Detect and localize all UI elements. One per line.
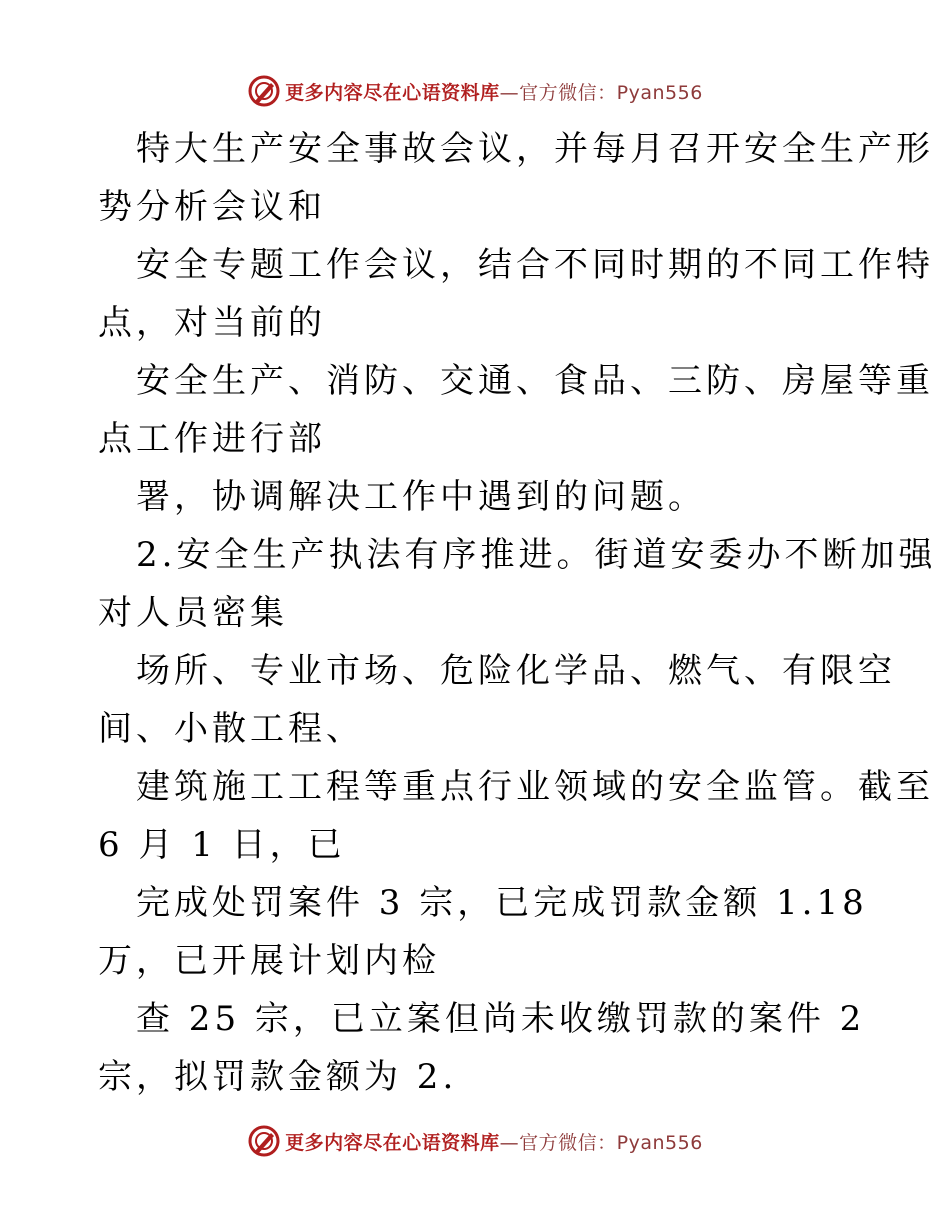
text-line: 宗，拟罚款金额为 2. <box>98 1057 458 1097</box>
text-line: 查 25 宗，已立案但尚未收缴罚款的案件 2 <box>136 999 866 1039</box>
text-line: 2.安全生产执法有序推进。街道安委办不断加强 <box>136 535 937 575</box>
document-body <box>98 120 937 1106</box>
text-line: 特大生产安全事故会议，并每月召开安全生产形 <box>136 129 934 169</box>
watermark-wechat: 官方微信：Pyan556 <box>519 1131 703 1154</box>
text-line: 安全生产、消防、交通、食品、三防、房屋等重 <box>136 361 934 401</box>
text-line: 点，对当前的 <box>98 303 326 343</box>
text-line: 间、小散工程、 <box>98 709 364 749</box>
watermark-text <box>285 78 703 105</box>
text-line: 万，已开展计划内检 <box>98 941 440 981</box>
text-line: 势分析会议和 <box>98 187 326 227</box>
watermark-separator: — <box>499 1131 520 1154</box>
watermark-separator: — <box>499 81 520 104</box>
watermark-wechat: 官方微信：Pyan556 <box>519 81 703 104</box>
watermark-brand: 更多内容尽在心语资料库 <box>285 1131 500 1154</box>
text-line: 完成处罚案件 3 宗，已完成罚款金额 1.18 <box>136 883 868 923</box>
text-line: 点工作进行部 <box>98 419 326 459</box>
text-line: 场所、专业市场、危险化学品、燃气、有限空 <box>136 651 896 691</box>
watermark-banner-top <box>0 71 950 111</box>
watermark-brand: 更多内容尽在心语资料库 <box>285 81 500 104</box>
watermark-text <box>285 1128 703 1155</box>
text-line: 署，协调解决工作中遇到的问题。 <box>136 477 706 517</box>
brand-logo-icon <box>247 1124 281 1158</box>
text-line: 建筑施工工程等重点行业领域的安全监管。截至 <box>136 767 934 807</box>
text-line: 6 月 1 日，已 <box>98 825 346 865</box>
brand-logo-icon <box>247 74 281 108</box>
text-line: 安全专题工作会议，结合不同时期的不同工作特 <box>136 245 934 285</box>
text-line: 对人员密集 <box>98 593 288 633</box>
watermark-banner-bottom <box>0 1121 950 1161</box>
